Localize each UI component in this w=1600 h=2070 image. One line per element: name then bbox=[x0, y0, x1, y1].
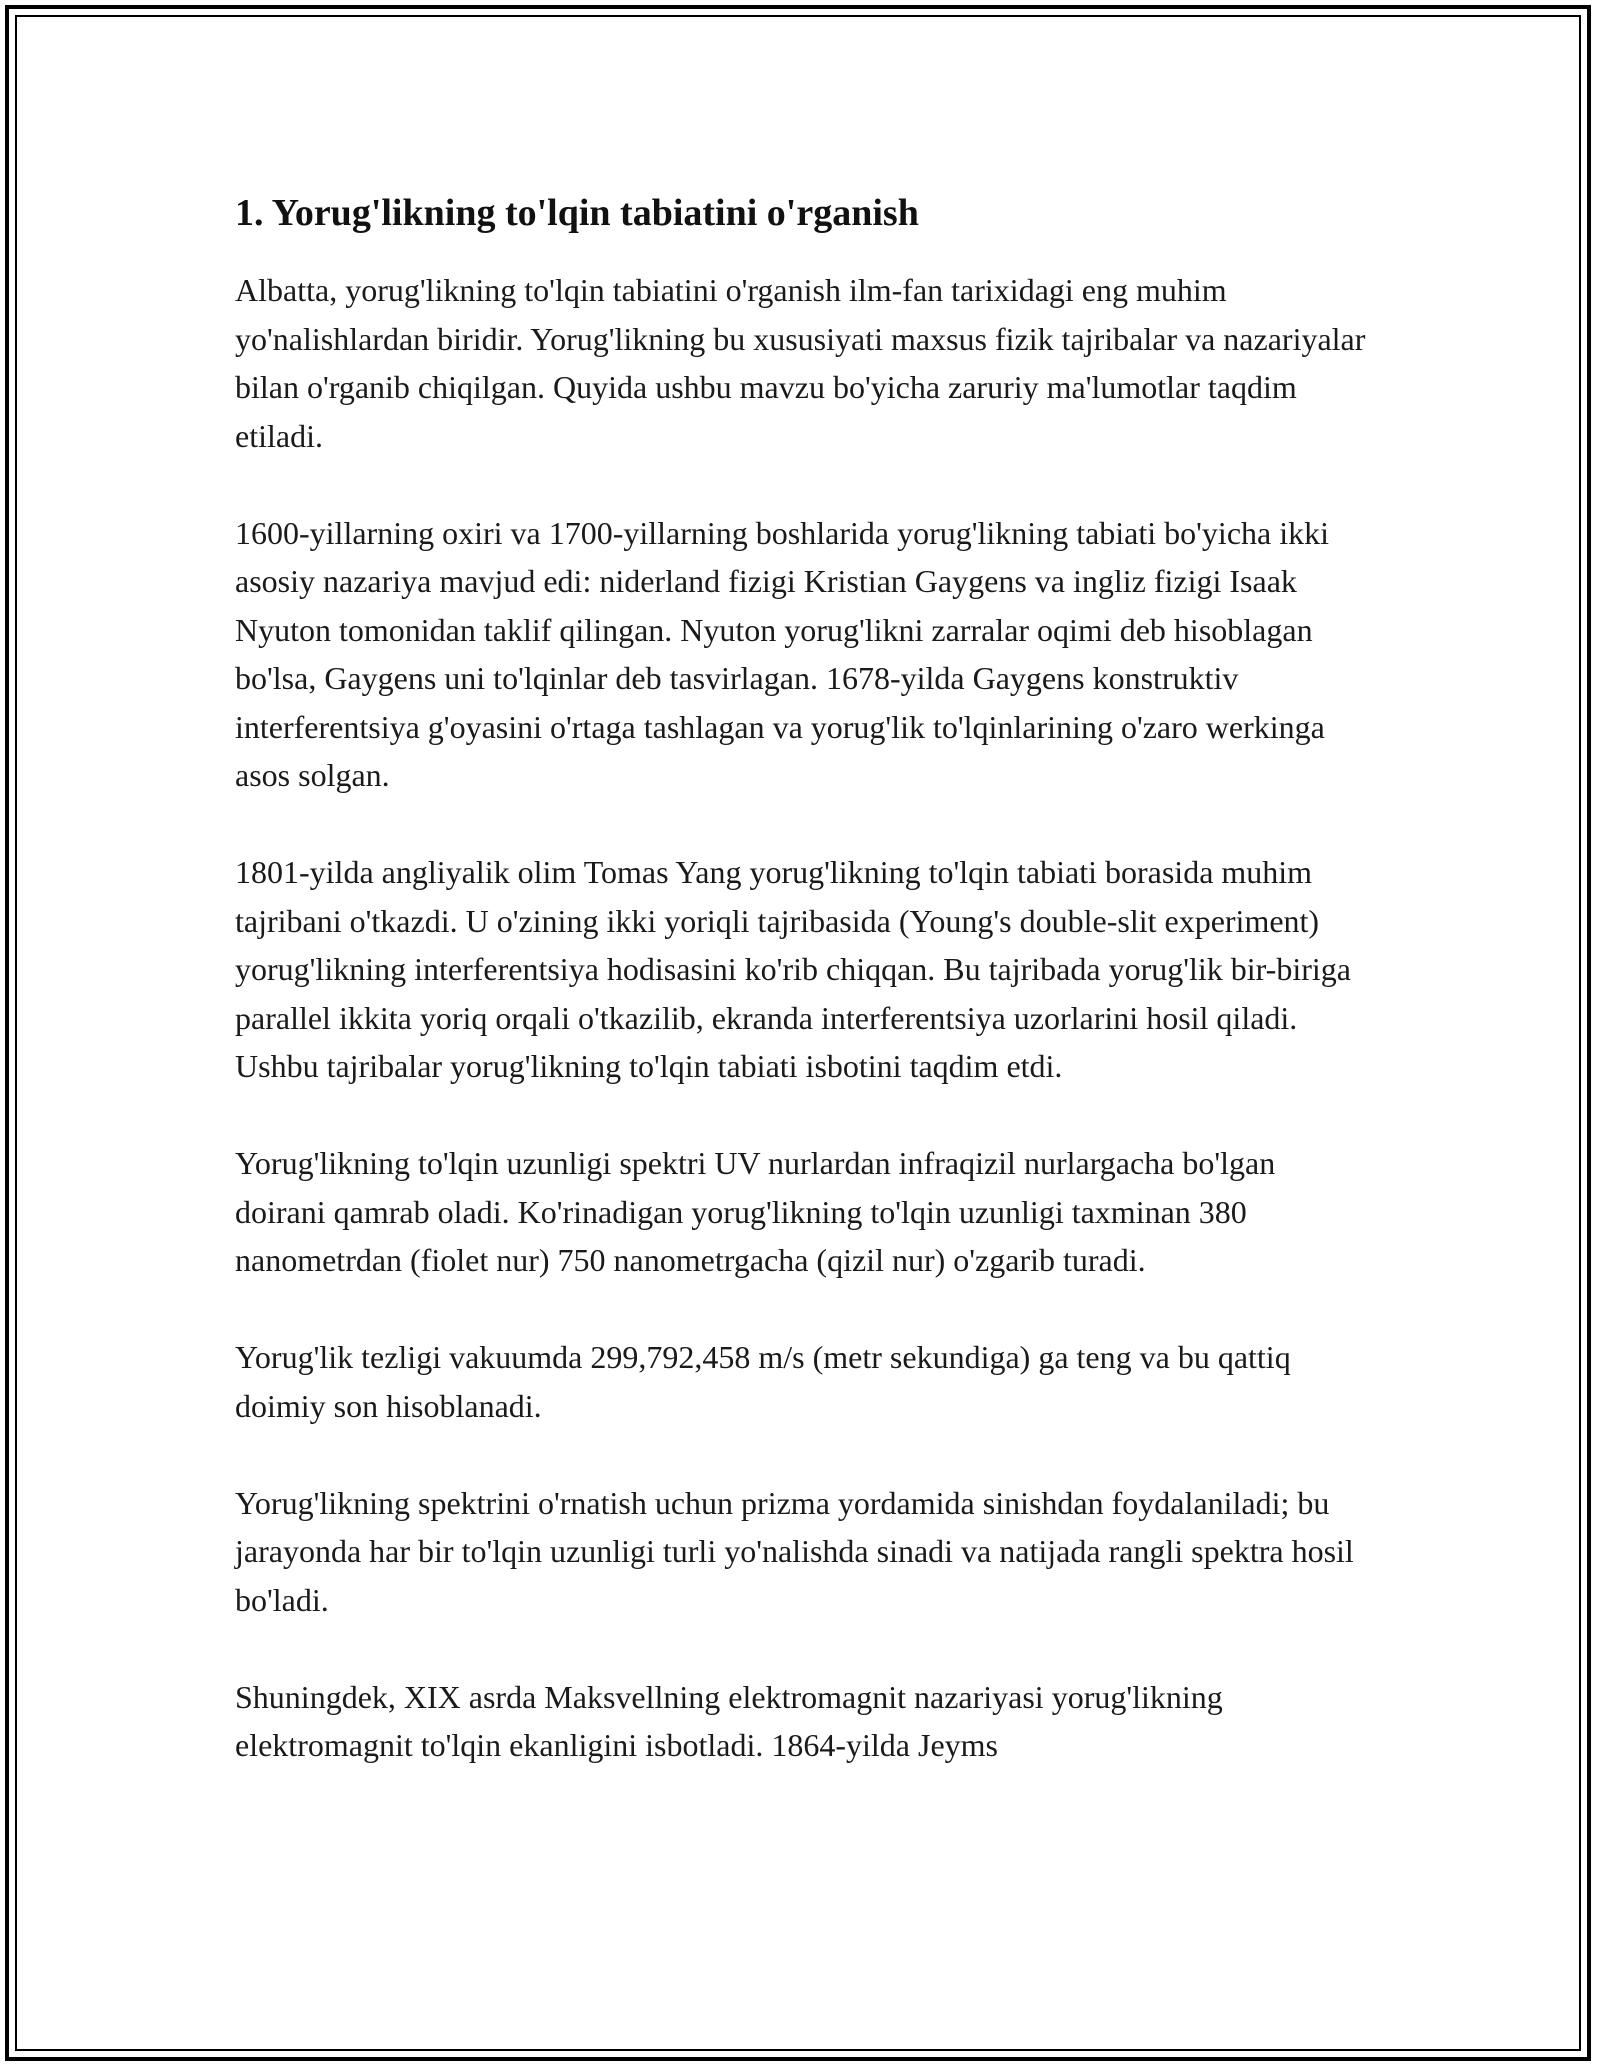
paragraph-young-experiment: 1801-yilda angliyalik olim Tomas Yang yorug'likning to'lqin tabiati borasida muhim tajribani o'tkazdi. U o'zining ikki yoriqli tajribasida (Young's double-slit experiment) yorug'likning interferentsiya hodisasini ko'rib chiqqan. Bu tajribada yorug'lik bir-biriga parallel ikkita yoriq orqali o'tkazilib, ekranda interferentsiya uzorlarini hosil qiladi. Ushbu tajribalar yorug'likning to'lqin tabiati isbotini taqdim etdi. bbox=[235, 854, 1351, 1084]
paragraph-speed-of-light: Yorug'lik tezligi vakuumda 299,792,458 m/s (metr sekundiga) ga teng va bu qattiq doimiy son hisoblanadi. bbox=[235, 1339, 1291, 1424]
section-heading: 1. Yorug'likning to'lqin tabiatini o'rganish bbox=[235, 192, 919, 234]
paragraph-intro: Albatta, yorug'likning to'lqin tabiatini o'rganish ilm-fan tarixidagi eng muhim yo'nalishlardan biridir. Yorug'likning bu xususiyati maxsus fizik tajribalar va nazariyalar bilan o'rganib chiqilgan. Quyida ushbu mavzu bo'yicha zaruriy ma'lumotlar taqdim etiladi. bbox=[235, 272, 1366, 454]
paragraph-wavelength-spectrum: Yorug'likning to'lqin uzunligi spektri UV nurlardan infraqizil nurlargacha bo'lgan doirani qamrab oladi. Ko'rinadigan yorug'likning to'lqin uzunligi taxminan 380 nanometrdan (fiolet nur) 750 nanometrgacha (qizil nur) o'zgarib turadi. bbox=[235, 1145, 1276, 1278]
paragraph-maxwell: Shuningdek, XIX asrda Maksvellning elektromagnit nazariyasi yorug'likning elektromagnit to'lqin ekanligini isbotladi. 1864-yilda Jeyms bbox=[235, 1678, 1223, 1763]
paragraph-theories: 1600-yillarning oxiri va 1700-yillarning boshlarida yorug'likning tabiati bo'yicha ikki asosiy nazariya mavjud edi: niderland fizigi Kristian Gaygens va ingliz fizigi Isaak Nyuton tomonidan taklif qilingan. Nyuton yorug'likni zarralar oqimi deb hisoblagan bo'lsa, Gaygens uni to'lqinlar deb tasvirlagan. 1678-yilda Gaygens konstruktiv interferentsiya g'oyasini o'rtaga tashlagan va yorug'lik to'lqinlarining o'zaro werkinga asos solgan. bbox=[235, 514, 1329, 793]
paragraph-prism: Yorug'likning spektrini o'rnatish uchun prizma yordamida sinishdan foydalaniladi; bu jarayonda har bir to'lqin uzunligi turli yo'nalishda sinadi va natijada rangli spektra hosil bo'ladi. bbox=[235, 1484, 1354, 1618]
document-body bbox=[235, 188, 1370, 1770]
